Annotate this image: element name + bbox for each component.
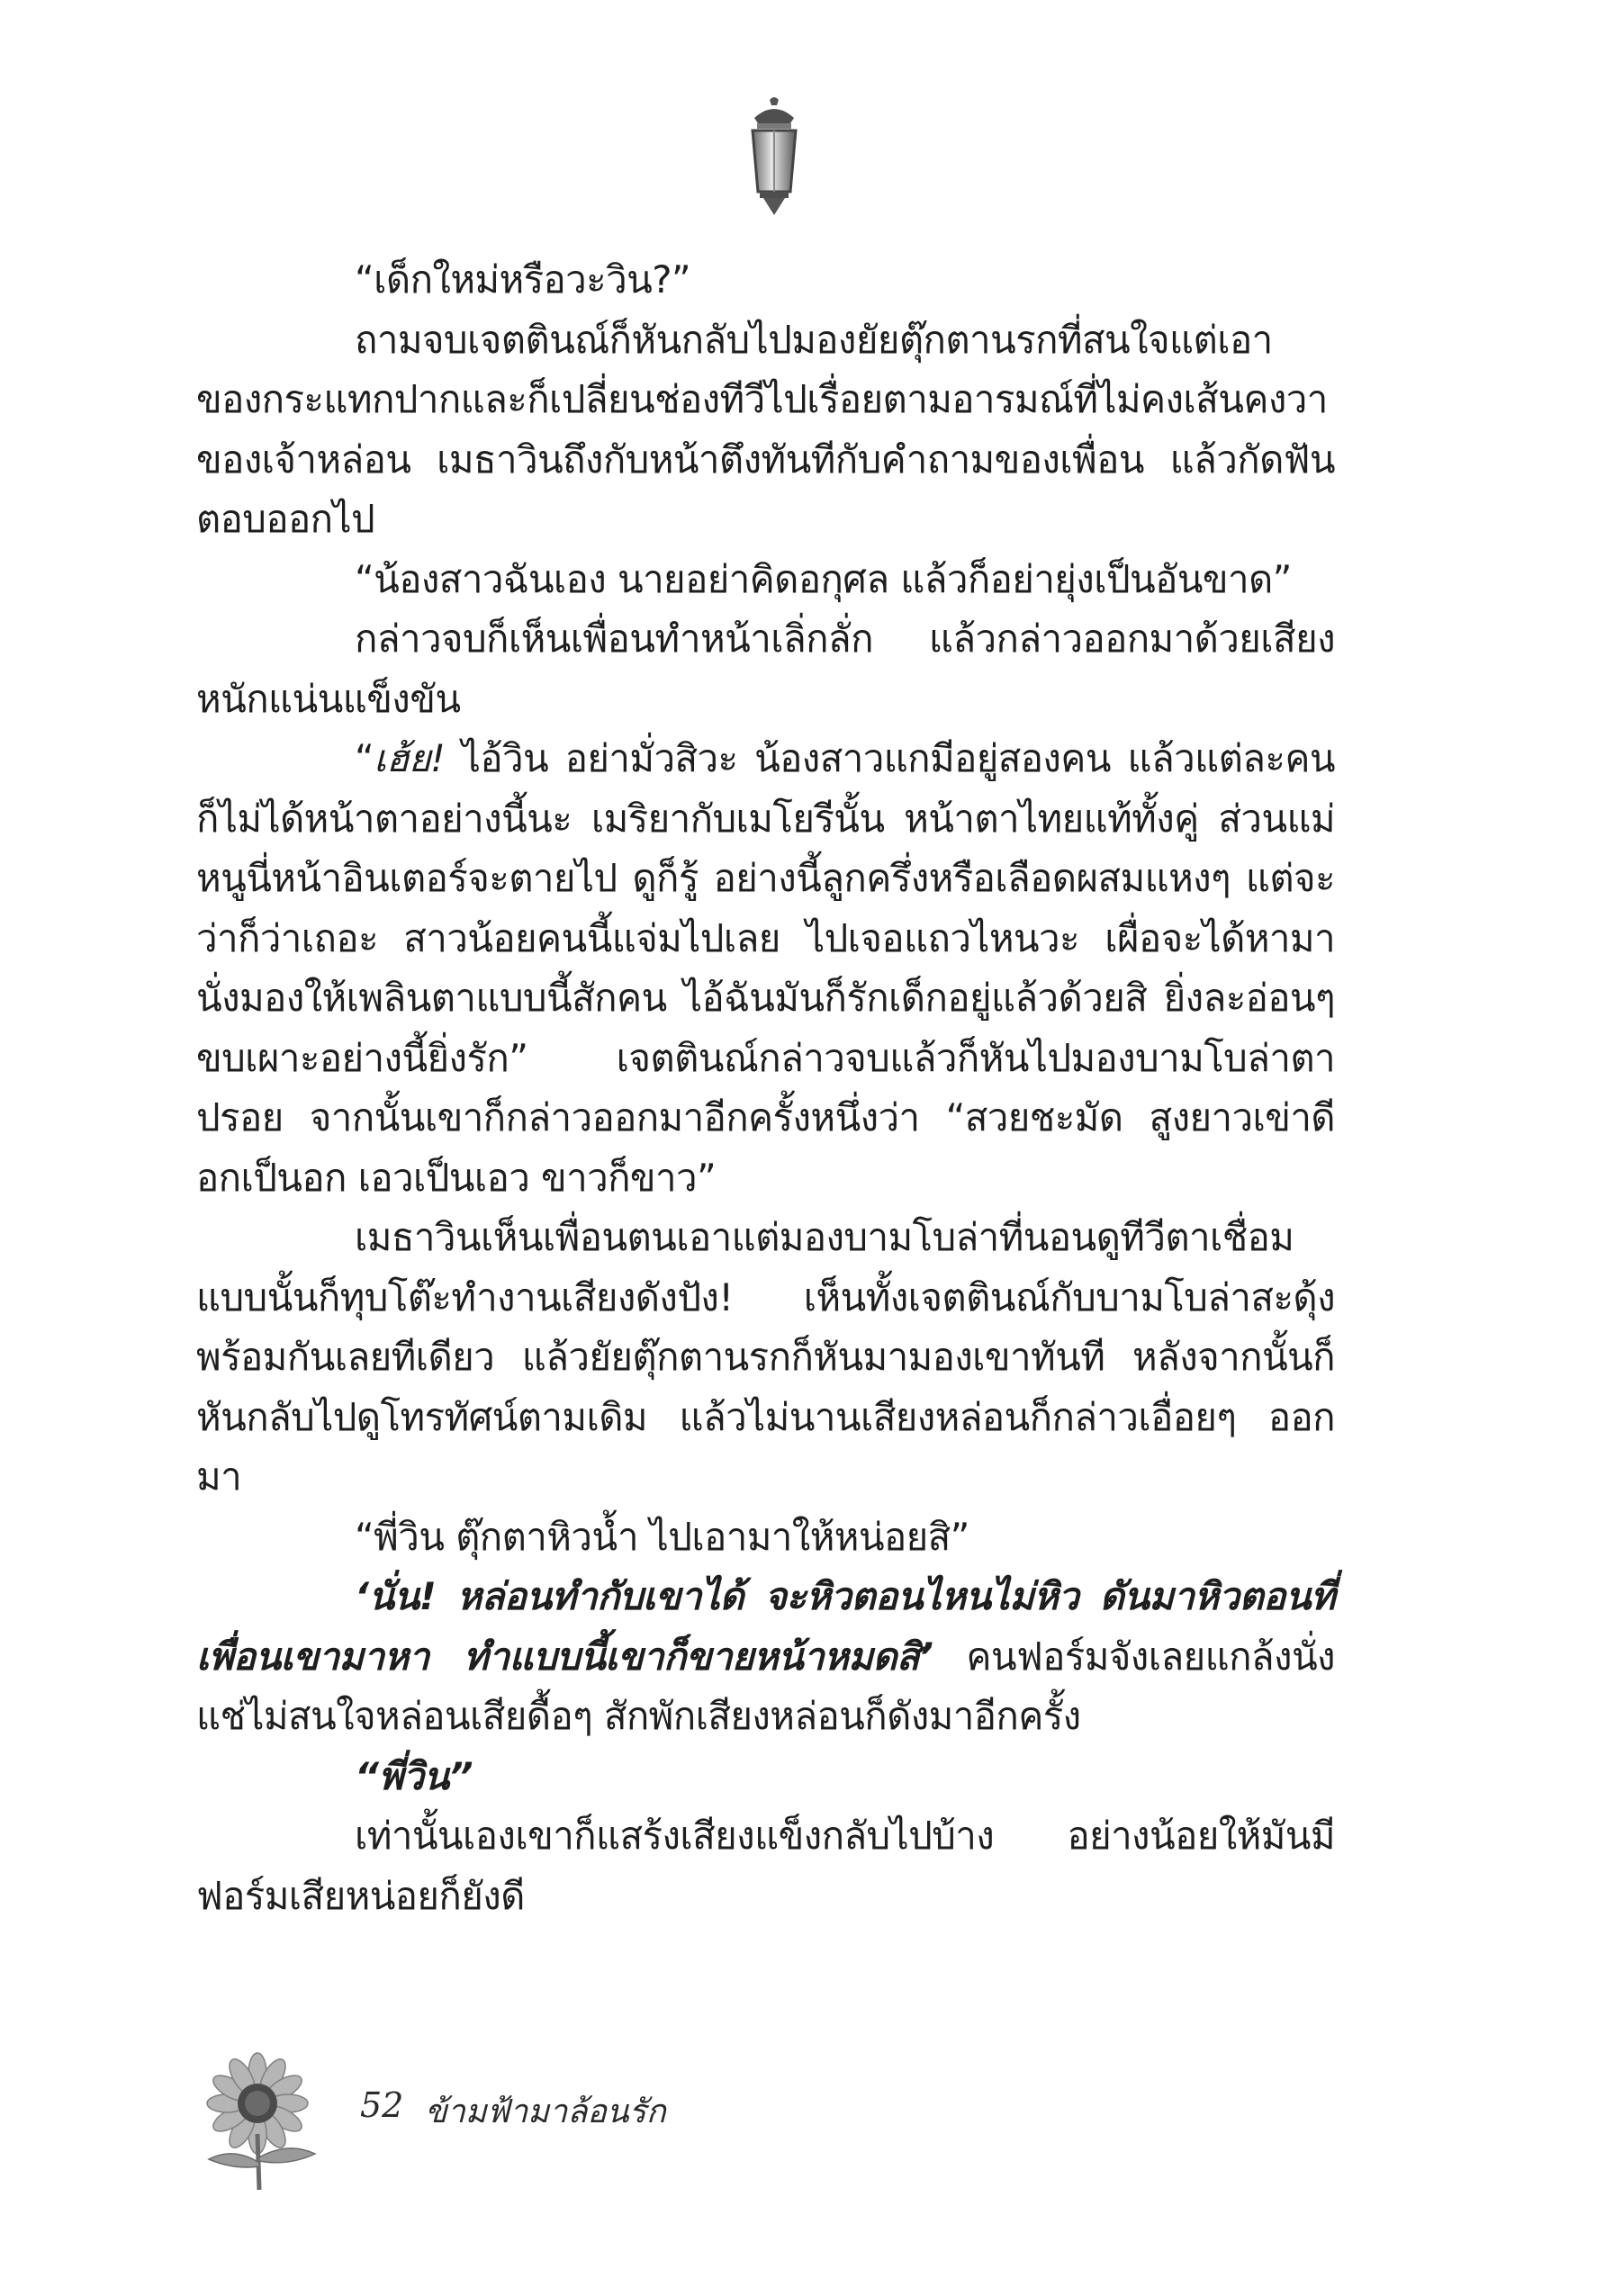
paragraph: “เด็กใหม่หรือวะวิน?” [355,257,691,302]
book-title: ข้ามฟ้ามาล้อนรัก [425,2093,666,2130]
paragraph: “เฮ้ย! ไอ้วิน อย่ามั่วสิวะ น้องสาวแกมีอยู่สองคน แล้วแต่ละคนก็ไม่ได้หน้าตาอย่างนี้นะ เมริยากับเมโยรีนั้น หน้าตาไทยแท้ทั้งคู่ ส่วนแม่หนูนี่หน้าอินเตอร์จะตายไป ดูก็รู้ อย่างนี้ลูกครึ่งหรือเลือดผสมแหงๆ แต่จะว่าก็ว่าเถอะ สาวน้อยคนนี้แจ่มไปเลย ไปเจอแถวไหนวะ เผื่อจะได้หามานั่งมองให้เพลินตาแบบนี้สักคน ไอ้ฉันมันก็รักเด็กอยู่แล้วด้วยสิ ยิ่งละอ่อนๆ ขบเผาะอย่างนี้ยิ่งรัก” เจตตินณ์กล่าวจบแล้วก็หันไปมองบามโบล่าตาปรอย จากนั้นเขาก็กล่าวออกมาอีกครั้งหนึ่งว่า “สวยชะมัด สูงยาวเข่าดี อกเป็นอก เอวเป็นเอว ขาวก็ขาว” [196,736,1335,1200]
page-footer [189,2048,729,2192]
emphasized-exclamation: เฮ้ย! [374,736,446,780]
paragraph: กล่าวจบก็เห็นเพื่อนทำหน้าเลิ่กลั่ก แล้วกล่าวออกมาด้วยเสียงหนักแน่นแข็งขัน [196,617,1335,721]
paragraph-text: ไอ้วิน อย่ามั่วสิวะ น้องสาวแกมีอยู่สองคน แล้วแต่ละคนก็ไม่ได้หน้าตาอย่างนี้นะ เมริยากับเมโยรีนั้น หน้าตาไทยแท้ทั้งคู่ ส่วนแม่หนูนี่หน้าอินเตอร์จะตายไป ดูก็รู้ อย่างนี้ลูกครึ่งหรือเลือดผสมแหงๆ แต่จะว่าก็ว่าเถอะ สาวน้อยคนนี้แจ่มไปเลย ไปเจอแถวไหนวะ เผื่อจะได้หามานั่งมองให้เพลินตาแบบนี้สักคน ไอ้ฉันมันก็รักเด็กอยู่แล้วด้วยสิ ยิ่งละอ่อนๆ ขบเผาะอย่างนี้ยิ่งรัก” เจตตินณ์กล่าวจบแล้วก็หันไปมองบามโบล่าตาปรอย จากนั้นเขาก็กล่าวออกมาอีกครั้งหนึ่งว่า “สวยชะมัด สูงยาวเข่าดี อกเป็นอก เอวเป็นเอว ขาวก็ขาว” [196,736,1335,1200]
paragraph: เท่านั้นเองเขาก็แสร้งเสียงแข็งกลับไปบ้าง อย่างน้อยให้มันมีฟอร์มเสียหน่อยก็ยังดี [196,1814,1335,1918]
paragraph: “น้องสาวฉันเอง นายอย่าคิดอกุศล แล้วก็อย่ายุ่งเป็นอันขาด” [355,556,1292,601]
paragraph: ถามจบเจตตินณ์ก็หันกลับไปมองยัยตุ๊กตานรกที่สนใจแต่เอาของกระแทกปากและก็เปลี่ยนช่องทีวีไปเรื่อยตามอารมณ์ที่ไม่คงเส้นคงวาของเจ้าหล่อน เมธาวินถึงกับหน้าตึงทันทีกับคำถามของเพื่อน แล้วกัดฟันตอบออกไป [196,317,1335,541]
inner-thought: ‘นั่น! หล่อนทำกับเขาได้ จะหิวตอนไหนไม่หิว ดันมาหิวตอนที่เพื่อนเขามาหา ทำแบบนี้เขาก็ขายหน้าหมดสิ’ [196,1574,1335,1679]
sunflower-icon [189,2048,333,2192]
paragraph [196,1567,1335,1747]
paragraph-text: คนฟอร์มจังเลยแกล้งนั่งแช่ไม่สนใจหล่อนเสียดื้อๆ สักพักเสียงหล่อนก็ดังมาอีกครั้ง [196,1634,1335,1738]
page-number: 52 [360,2085,404,2125]
paragraph: เมธาวินเห็นเพื่อนตนเอาแต่มองบามโบล่าที่นอนดูทีวีตาเชื่อมแบบนั้นก็ทุบโต๊ะทำงานเสียงดังปัง! เห็นทั้งเจตตินณ์กับบามโบล่าสะดุ้งพร้อมกันเลยทีเดียว แล้วยัยตุ๊กตานรกก็หันมามองเขาทันที หลังจากนั้นก็หันกลับไปดูโทรทัศน์ตามเดิม แล้วไม่นานเสียงหล่อนก็กล่าวเอื่อยๆ ออกมา [196,1215,1335,1499]
hanging-lantern-icon [727,95,821,221]
paragraph: “พี่วิน” [355,1753,473,1798]
story-text [196,250,1335,1926]
paragraph: “พี่วิน ตุ๊กตาหิวน้ำ ไปเอามาให้หน่อยสิ” [355,1514,969,1559]
